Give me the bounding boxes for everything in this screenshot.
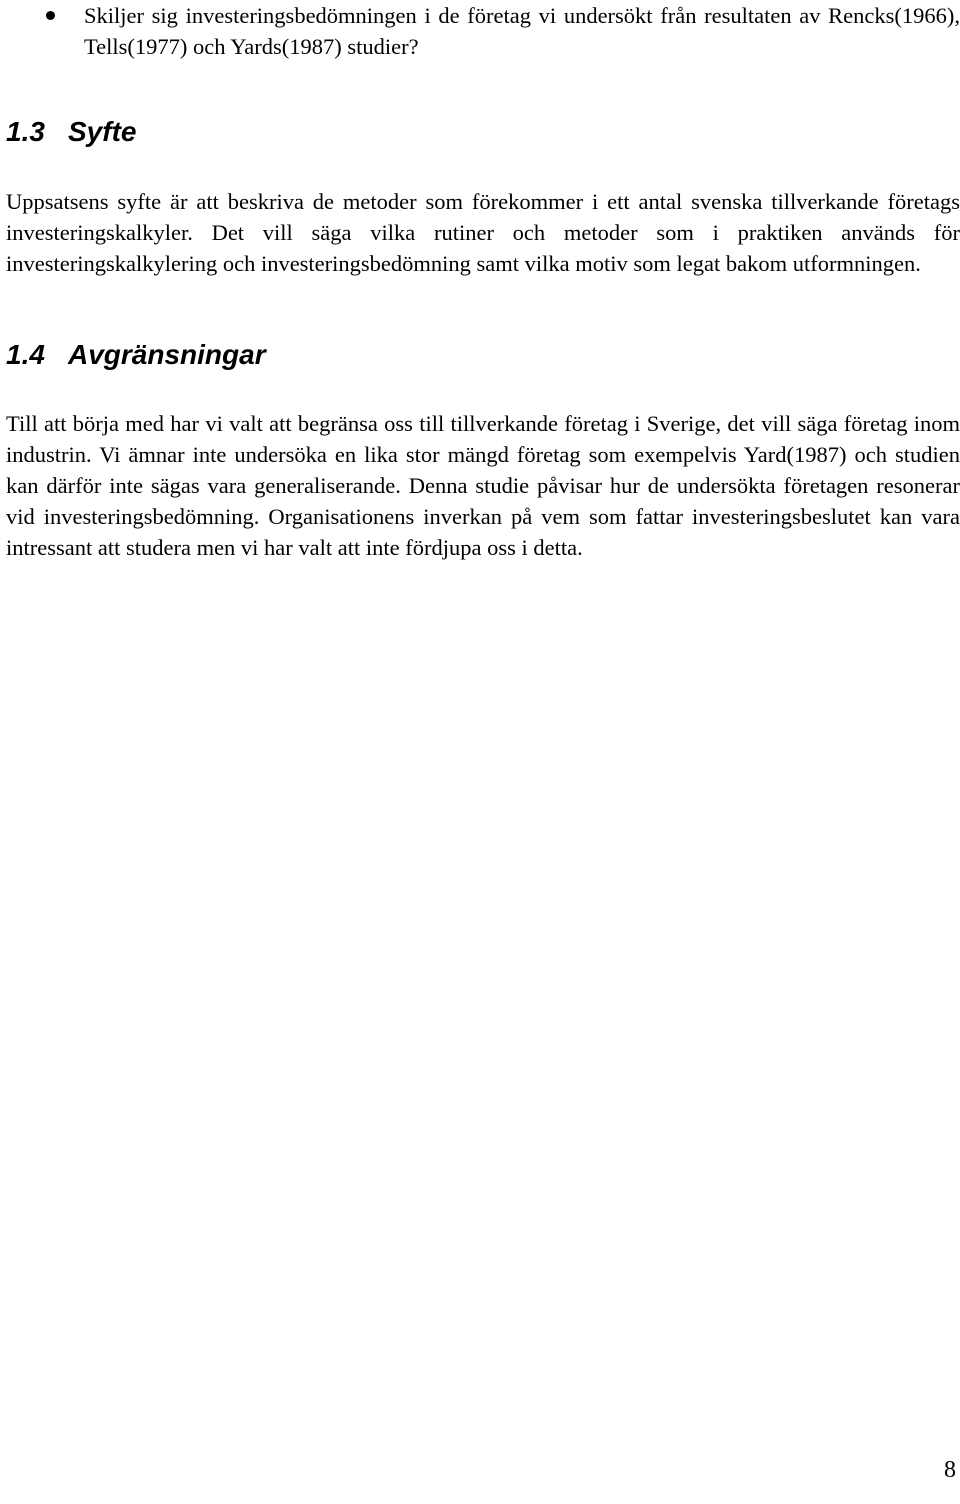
section-number: 1.3 — [6, 116, 45, 147]
section-title: Avgränsningar — [68, 339, 266, 370]
paragraph-syfte: Uppsatsens syfte är att beskriva de metoder som förekommer i ett antal svenska tillverkande företags investeringskalkyler. Det vill säga vilka rutiner och metoder som i praktiken används för investeringskalkylering och investeringsbedömning samt vilka motiv som legat bakom utformningen. — [6, 189, 960, 276]
bullet-dot-icon — [46, 11, 55, 20]
section-heading-avgransningar — [6, 338, 266, 372]
research-question-bullet: Skiljer sig investeringsbedömningen i de företag vi undersökt från resultaten av Rencks(1966), Tells(1977) och Yards(1987) studier? — [84, 3, 960, 59]
paragraph-avgransningar: Till att börja med har vi valt att begränsa oss till tillverkande företag i Sverige, det vill säga företag inom industrin. Vi ämnar inte undersöka en lika stor mängd företag som exempelvis Yard(1987) och studien kan därför inte sägas vara generaliserande. Denna studie påvisar hur de undersökta företagen resonerar vid investeringsbedömning. Organisationens inverkan på vem som fattar investeringsbeslutet kan vara intressant att studera men vi har valt att inte fördjupa oss i detta. — [6, 411, 960, 560]
section-heading-syfte — [6, 115, 136, 149]
section-number: 1.4 — [6, 339, 45, 370]
page-number: 8 — [944, 1457, 956, 1483]
section-title: Syfte — [68, 116, 137, 147]
